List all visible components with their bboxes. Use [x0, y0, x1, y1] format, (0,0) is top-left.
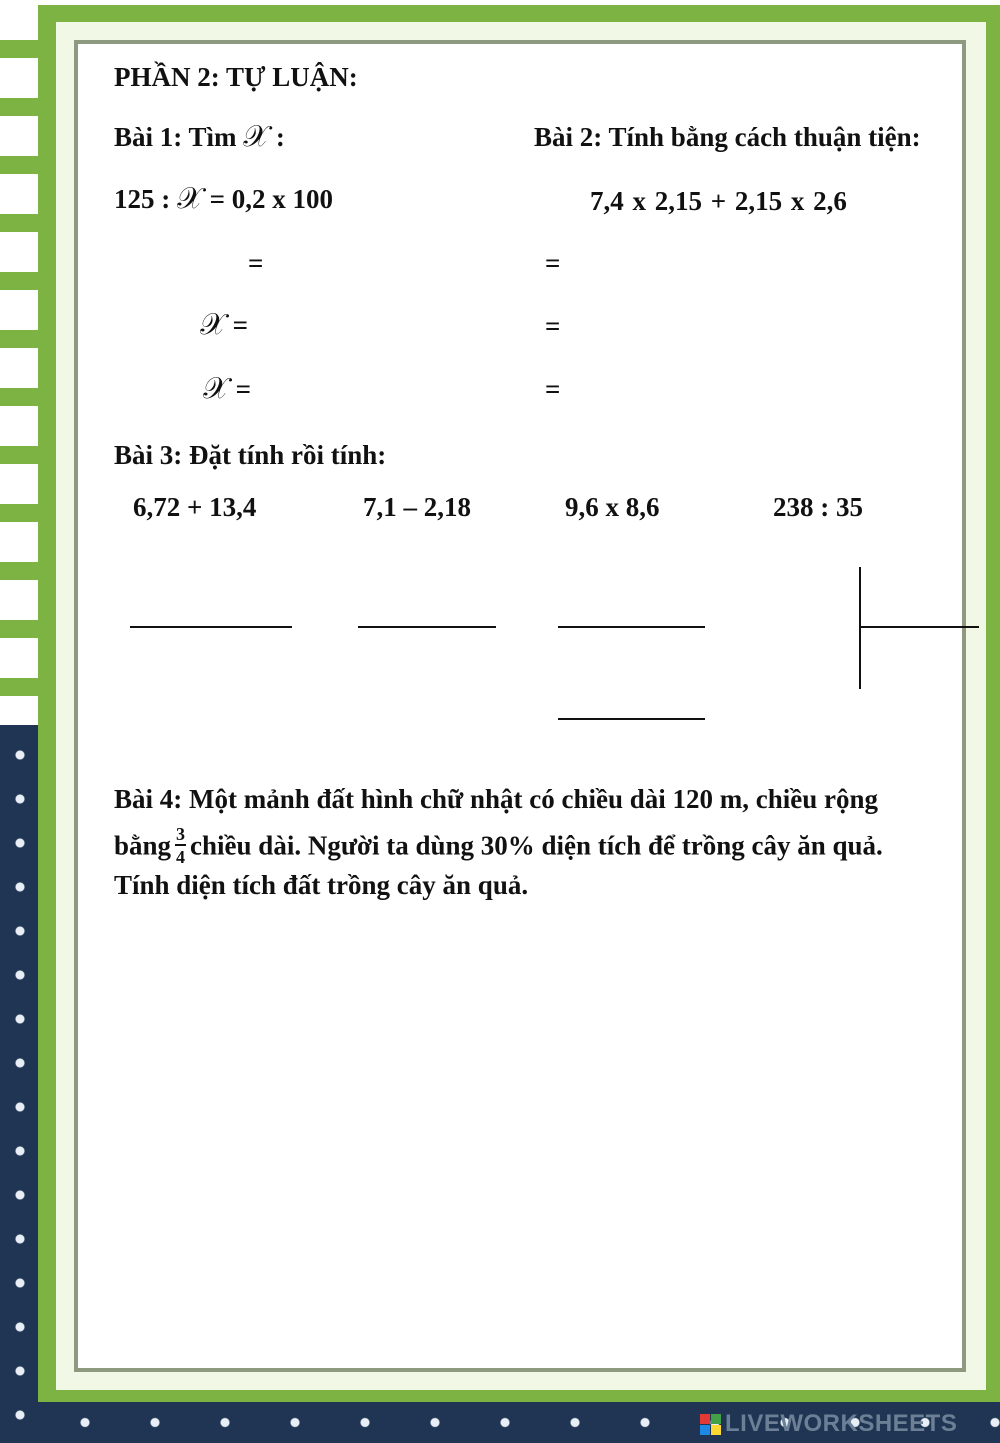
bai1-equation	[114, 181, 333, 216]
bai4-line-1: Bài 4: Một mảnh đất hình chữ nhật có chiều dài 120 m, chiều rộng	[114, 784, 879, 814]
bai3-problem-3: 9,6 x 8,6	[565, 492, 660, 522]
variable-x-symbol: 𝒳	[203, 371, 229, 406]
subtraction-result-line	[358, 626, 496, 628]
bai3-title: Bài 3: Đặt tính rồi tính:	[114, 440, 387, 470]
bai1-step-3	[203, 371, 251, 406]
bai4-line-2-before: bằng	[114, 830, 172, 861]
liveworksheets-watermark	[700, 1410, 957, 1438]
bai2-title: Bài 2: Tính bằng cách thuận tiện:	[534, 122, 921, 152]
bai1-equation-right: = 0,2 x 100	[209, 184, 333, 214]
bai1-step-1: =	[248, 248, 264, 278]
section-heading: PHẦN 2: TỰ LUẬN:	[114, 62, 358, 92]
bai2-step-3: =	[545, 374, 561, 404]
bai1-title	[114, 119, 285, 154]
variable-x-symbol: 𝒳	[243, 119, 270, 154]
liveworksheets-logo-icon	[700, 1414, 721, 1435]
bai1-equation-left: 125 :	[114, 184, 171, 214]
variable-x-symbol: 𝒳	[177, 181, 203, 216]
bai1-colon: :	[275, 122, 285, 152]
variable-x-symbol: 𝒳	[200, 307, 226, 342]
bai1-step-2	[200, 307, 248, 342]
bai1-step-2-eq: =	[232, 310, 248, 340]
left-stripe-decoration	[0, 0, 40, 725]
division-horizontal-line	[861, 626, 979, 628]
bai1-label: Bài 1: Tìm	[114, 122, 237, 152]
bai4-line-3: Tính diện tích đất trồng cây ăn quả.	[114, 870, 529, 900]
bai2-step-1: =	[545, 248, 561, 278]
bai3-problem-1: 6,72 + 13,4	[133, 492, 257, 522]
multiplication-line-1	[558, 626, 705, 628]
division-vertical-line	[859, 567, 861, 689]
bai2-step-2: =	[545, 311, 561, 341]
fraction-denominator: 4	[176, 847, 186, 867]
multiplication-line-2	[558, 718, 705, 720]
bai1-step-3-eq: =	[235, 374, 251, 404]
worksheet-panel	[74, 40, 966, 1372]
left-dotted-border	[0, 725, 40, 1443]
bai2-expression: 7,4 x 2,15 + 2,15 x 2,6	[590, 186, 847, 216]
bai3-problem-2: 7,1 – 2,18	[363, 492, 471, 522]
bai3-problem-4: 238 : 35	[773, 492, 863, 522]
fraction-numerator: 3	[176, 824, 186, 844]
bai4-line-2	[114, 824, 883, 869]
fraction-three-quarters	[175, 825, 186, 866]
watermark-text: LIVEWORKSHEETS	[725, 1410, 958, 1437]
bai4-line-2-after: chiều dài. Người ta dùng 30% diện tích để trồng cây ăn quả.	[190, 830, 883, 861]
addition-result-line	[130, 626, 292, 628]
